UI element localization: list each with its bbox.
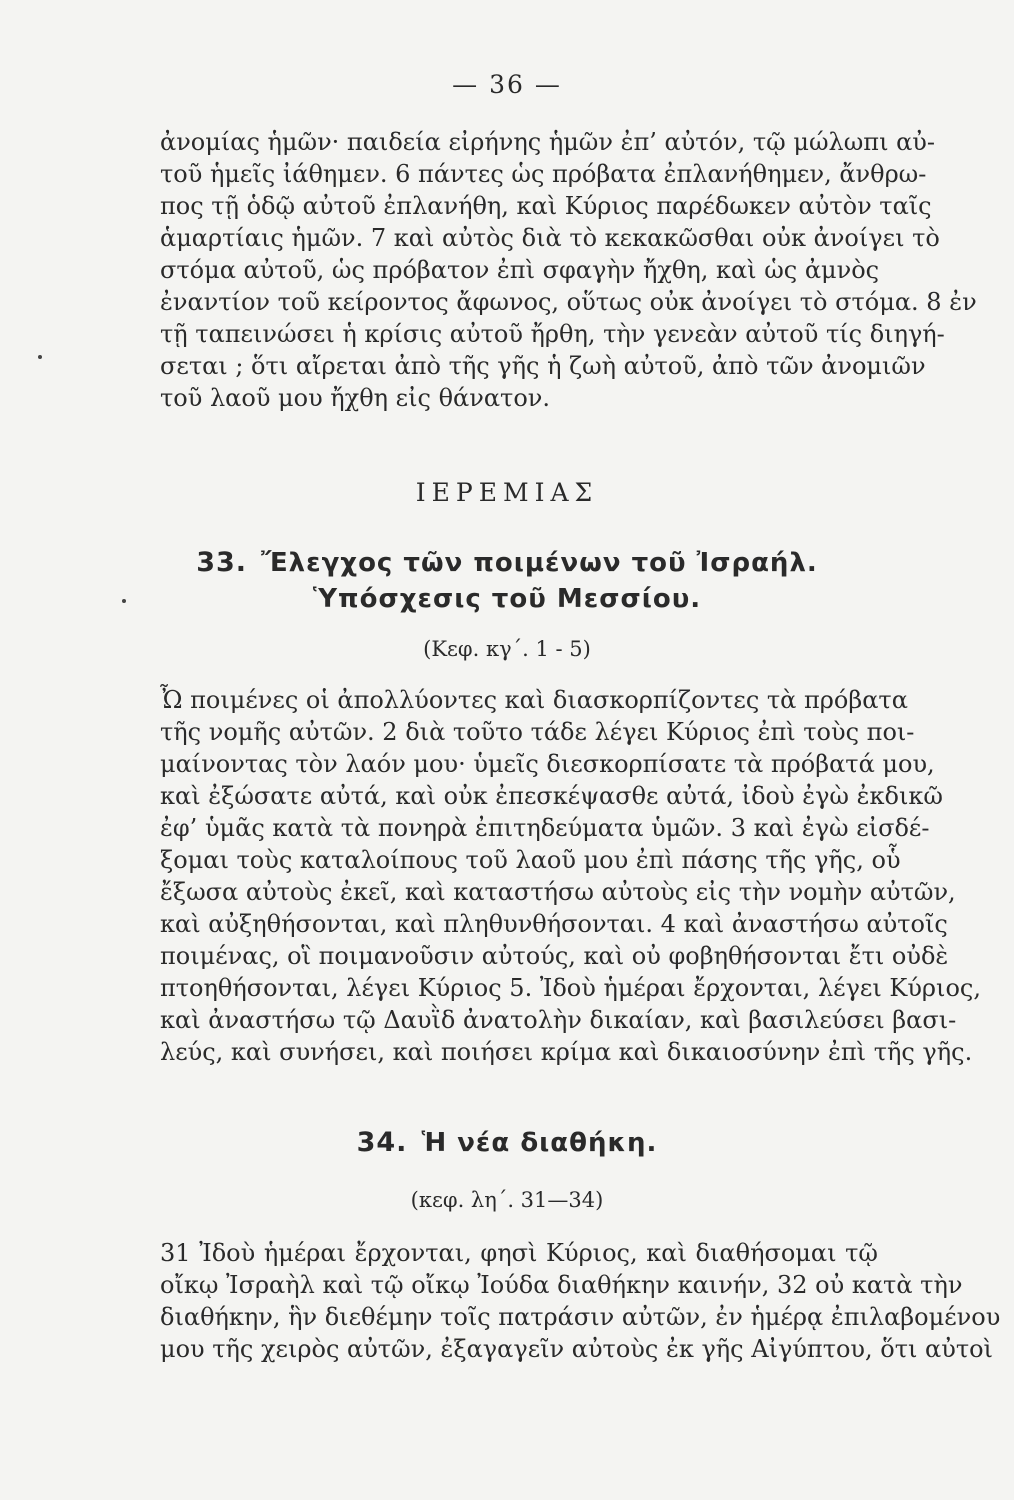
chapter-33-subtitle: Ὑπόσχεσις τοῦ Μεσσίου. bbox=[312, 584, 702, 614]
chapter-34-reference: (κεφ. λη΄. 31—34) bbox=[410, 1188, 604, 1212]
text-line: καὶ ἐξώσατε αὐτά, καὶ οὐκ ἐπεσκέψασθε αὐτά, ἰδοὺ ἐγὼ ἐκδικῶ bbox=[160, 782, 943, 810]
chapter-33-text bbox=[160, 684, 981, 1068]
text-line: τῆς νομῆς αὐτῶν. 2 διὰ τοῦτο τάδε λέγει Κύριος ἐπὶ τοὺς ποι- bbox=[160, 718, 915, 746]
chapter-33-number: 33. bbox=[196, 547, 248, 578]
text-line: τοῦ λαοῦ μου ἤχθη εἰς θάνατον. bbox=[160, 384, 550, 412]
chapter-33-title-line-1: Ἔλεγχος τῶν ποιμένων τοῦ Ἰσραήλ. bbox=[261, 548, 818, 578]
text-line: σεται ; ὅτι αἴρεται ἀπὸ τῆς γῆς ἡ ζωὴ αὐτοῦ, ἀπὸ τῶν ἀνομιῶν bbox=[160, 352, 926, 380]
text-line: Ὦ ποιμένες οἱ ἀπολλύοντες καὶ διασκορπίζοντες τὰ πρόβατα bbox=[160, 686, 908, 714]
text-line: ἔξωσα αὐτοὺς ἐκεῖ, καὶ καταστήσω αὐτοὺς εἰς τὴν νομὴν αὐτῶν, bbox=[160, 878, 956, 906]
ink-speck bbox=[38, 355, 42, 359]
chapter-34-text bbox=[160, 1237, 1001, 1365]
passage-continuation bbox=[160, 126, 977, 414]
text-line: καὶ ἀναστήσω τῷ Δαυῒδ ἀνατολὴν δικαίαν, καὶ βασιλεύσει βασι- bbox=[160, 1006, 957, 1034]
section-heading: ΙΕΡΕΜΙΑΣ bbox=[415, 478, 599, 507]
chapter-34-number: 34. bbox=[356, 1127, 408, 1158]
chapter-33-reference: (Κεφ. κγ΄. 1 - 5) bbox=[423, 637, 591, 661]
text-line: λεύς, καὶ συνήσει, καὶ ποιήσει κρίμα καὶ δικαιοσύνην ἐπὶ τῆς γῆς. bbox=[160, 1038, 973, 1066]
text-line: ξομαι τοὺς καταλοίπους τοῦ λαοῦ μου ἐπὶ πάσης τῆς γῆς, οὗ bbox=[160, 846, 901, 874]
chapter-34-title bbox=[0, 1128, 1014, 1158]
text-line: 31 Ἰδοὺ ἡμέραι ἔρχονται, φησὶ Κύριος, καὶ διαθήσομαι τῷ bbox=[160, 1239, 878, 1267]
text-line: ἀνομίας ἡμῶν· παιδεία εἰρήνης ἡμῶν ἐπ’ αὐτόν, τῷ μώλωπι αὐ- bbox=[160, 128, 936, 156]
chapter-33-title bbox=[0, 548, 1014, 578]
text-line: καὶ αὐξηθήσονται, καὶ πληθυνθήσονται. 4 καὶ ἀναστήσω αὐτοῖς bbox=[160, 910, 948, 938]
text-line: ἐφ’ ὑμᾶς κατὰ τὰ πονηρὰ ἐπιτηδεύματα ὑμῶν. 3 καὶ ἐγὼ εἰσδέ- bbox=[160, 814, 930, 842]
text-line: μαίνοντας τὸν λαόν μου· ὑμεῖς διεσκορπίσατε τὰ πρόβατά μου, bbox=[160, 750, 935, 778]
text-line: τοῦ ἡμεῖς ἰάθημεν. 6 πάντες ὡς πρόβατα ἐπλανήθημεν, ἄνθρω- bbox=[160, 160, 927, 188]
text-line: διαθήκην, ἣν διεθέμην τοῖς πατράσιν αὐτῶν, ἐν ἡμέρᾳ ἐπιλαβομένου bbox=[160, 1303, 1001, 1331]
text-line: ποιμένας, οἳ ποιμανοῦσιν αὐτούς, καὶ οὐ φοβηθήσονται ἔτι οὐδὲ bbox=[160, 942, 949, 970]
ink-speck bbox=[122, 599, 126, 603]
text-line: μου τῆς χειρὸς αὐτῶν, ἐξαγαγεῖν αὐτοὺς ἐκ γῆς Αἰγύπτου, ὅτι αὐτοὶ bbox=[160, 1335, 993, 1363]
text-line: στόμα αὐτοῦ, ὡς πρόβατον ἐπὶ σφαγὴν ἤχθη, καὶ ὡς ἀμνὸς bbox=[160, 256, 880, 284]
chapter-34-title-text: Ἡ νέα διαθήκη. bbox=[421, 1128, 658, 1158]
text-line: οἴκῳ Ἰσραὴλ καὶ τῷ οἴκῳ Ἰούδα διαθήκην καινήν, 32 οὐ κατὰ τὴν bbox=[160, 1271, 963, 1299]
text-line: ἐναντίον τοῦ κείροντος ἄφωνος, οὕτως οὐκ ἀνοίγει τὸ στόμα. 8 ἐν bbox=[160, 288, 977, 316]
page-number: — 36 — bbox=[452, 70, 562, 99]
text-line: ἁμαρτίαις ἡμῶν. 7 καὶ αὐτὸς διὰ τὸ κεκακῶσθαι οὐκ ἀνοίγει τὸ bbox=[160, 224, 940, 252]
text-line: τῇ ταπεινώσει ἡ κρίσις αὐτοῦ ἤρθη, τὴν γενεὰν αὐτοῦ τίς διηγή- bbox=[160, 320, 945, 348]
text-line: πτοηθήσονται, λέγει Κύριος 5. Ἰδοὺ ἡμέραι ἔρχονται, λέγει Κύριος, bbox=[160, 974, 981, 1002]
text-line: πος τῇ ὁδῷ αὐτοῦ ἐπλανήθη, καὶ Κύριος παρέδωκεν αὐτὸν ταῖς bbox=[160, 192, 932, 220]
